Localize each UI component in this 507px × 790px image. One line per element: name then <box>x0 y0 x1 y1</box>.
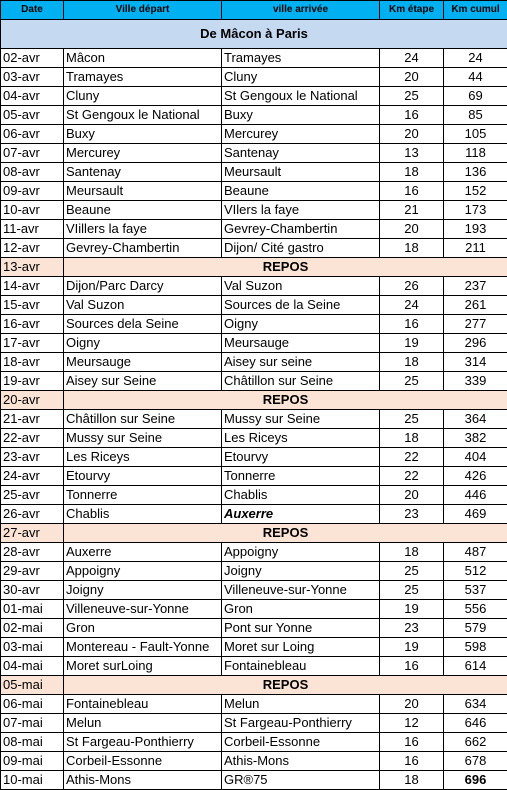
cell-km-cumul[interactable]: 277 <box>444 315 507 334</box>
cell-km-etape[interactable]: 19 <box>380 600 444 619</box>
cell-date[interactable]: 17-avr <box>1 334 64 353</box>
cell-depart[interactable]: Joigny <box>64 581 222 600</box>
cell-km-cumul[interactable]: 446 <box>444 486 507 505</box>
header-arrivee[interactable]: ville arrivée <box>222 1 380 20</box>
cell-date[interactable]: 27-avr <box>1 524 64 543</box>
table-row <box>1 296 507 315</box>
cell-repos[interactable]: REPOS <box>64 258 507 277</box>
table-row <box>1 486 507 505</box>
cell-date[interactable]: 09-avr <box>1 182 64 201</box>
cell-km-cumul[interactable]: 487 <box>444 543 507 562</box>
table-row <box>1 714 507 733</box>
table-row <box>1 220 507 239</box>
table-row <box>1 239 507 258</box>
cell-depart[interactable]: Aisey sur Seine <box>64 372 222 391</box>
table-row <box>1 144 507 163</box>
cell-arrivee[interactable]: Meursault <box>222 163 380 182</box>
cell-km-cumul[interactable]: 696 <box>444 771 507 790</box>
table-row <box>1 49 507 68</box>
cell-date[interactable]: 01-mai <box>1 600 64 619</box>
cell-depart[interactable]: Mâcon <box>64 49 222 68</box>
cell-km-etape[interactable]: 26 <box>380 277 444 296</box>
cell-date[interactable]: 19-avr <box>1 372 64 391</box>
cell-arrivee[interactable]: Moret sur Loing <box>222 638 380 657</box>
cell-depart[interactable]: Athis-Mons <box>64 771 222 790</box>
section-row <box>1 20 507 49</box>
cell-date[interactable]: 08-avr <box>1 163 64 182</box>
cell-depart[interactable]: Les Riceys <box>64 448 222 467</box>
header-date[interactable]: Date <box>1 1 64 20</box>
cell-date[interactable]: 07-mai <box>1 714 64 733</box>
repos-row <box>1 676 507 695</box>
cell-depart[interactable]: St Fargeau-Ponthierry <box>64 733 222 752</box>
cell-km-etape[interactable]: 23 <box>380 505 444 524</box>
cell-depart[interactable]: Montereau - Fault-Yonne <box>64 638 222 657</box>
cell-km-etape[interactable]: 13 <box>380 144 444 163</box>
cell-depart[interactable]: Villeneuve-sur-Yonne <box>64 600 222 619</box>
table-row <box>1 581 507 600</box>
repos-row <box>1 524 507 543</box>
cell-arrivee[interactable]: Auxerre <box>222 505 380 524</box>
cell-depart[interactable]: St Gengoux le National <box>64 106 222 125</box>
cell-depart[interactable]: Meursault <box>64 182 222 201</box>
cell-depart[interactable]: Val Suzon <box>64 296 222 315</box>
cell-km-cumul[interactable]: 211 <box>444 239 507 258</box>
cell-km-cumul[interactable]: 24 <box>444 49 507 68</box>
cell-date[interactable]: 13-avr <box>1 258 64 277</box>
cell-date[interactable]: 15-avr <box>1 296 64 315</box>
header-row <box>1 1 507 20</box>
cell-arrivee[interactable]: St Gengoux le National <box>222 87 380 106</box>
cell-arrivee[interactable]: GR®75 <box>222 771 380 790</box>
cell-date[interactable]: 02-avr <box>1 49 64 68</box>
cell-date[interactable]: 28-avr <box>1 543 64 562</box>
cell-km-cumul[interactable]: 614 <box>444 657 507 676</box>
cell-km-cumul[interactable]: 469 <box>444 505 507 524</box>
cell-km-etape[interactable]: 24 <box>380 296 444 315</box>
cell-km-etape[interactable]: 20 <box>380 486 444 505</box>
table-row <box>1 334 507 353</box>
cell-km-etape[interactable]: 16 <box>380 752 444 771</box>
cell-date[interactable]: 14-avr <box>1 277 64 296</box>
cell-arrivee[interactable]: Mussy sur Seine <box>222 410 380 429</box>
cell-arrivee[interactable]: Gevrey-Chambertin <box>222 220 380 239</box>
table-row <box>1 752 507 771</box>
cell-date[interactable]: 05-avr <box>1 106 64 125</box>
cell-km-cumul[interactable]: 404 <box>444 448 507 467</box>
cell-depart[interactable]: Meursauge <box>64 353 222 372</box>
cell-arrivee[interactable]: Les Riceys <box>222 429 380 448</box>
cell-date[interactable]: 02-mai <box>1 619 64 638</box>
table-row <box>1 87 507 106</box>
cell-arrivee[interactable]: Joigny <box>222 562 380 581</box>
cell-depart[interactable]: Corbeil-Essonne <box>64 752 222 771</box>
cell-depart[interactable]: Sources dela Seine <box>64 315 222 334</box>
table-row <box>1 695 507 714</box>
cell-depart[interactable]: Châtillon sur Seine <box>64 410 222 429</box>
cell-repos[interactable]: REPOS <box>64 391 507 410</box>
cell-km-etape[interactable]: 19 <box>380 638 444 657</box>
cell-km-cumul[interactable]: 598 <box>444 638 507 657</box>
cell-km-cumul[interactable]: 105 <box>444 125 507 144</box>
cell-km-cumul[interactable]: 69 <box>444 87 507 106</box>
repos-row <box>1 391 507 410</box>
cell-date[interactable]: 10-mai <box>1 771 64 790</box>
cell-depart[interactable]: Gron <box>64 619 222 638</box>
cell-km-etape[interactable]: 18 <box>380 543 444 562</box>
cell-date[interactable]: 22-avr <box>1 429 64 448</box>
cell-km-etape[interactable]: 16 <box>380 315 444 334</box>
cell-km-cumul[interactable]: 136 <box>444 163 507 182</box>
cell-date[interactable]: 04-mai <box>1 657 64 676</box>
cell-km-cumul[interactable]: 339 <box>444 372 507 391</box>
cell-arrivee[interactable]: Melun <box>222 695 380 714</box>
cell-depart[interactable]: Buxy <box>64 125 222 144</box>
cell-arrivee[interactable]: Chablis <box>222 486 380 505</box>
cell-date[interactable]: 04-avr <box>1 87 64 106</box>
table-row <box>1 277 507 296</box>
cell-km-etape[interactable]: 18 <box>380 239 444 258</box>
cell-km-cumul[interactable]: 85 <box>444 106 507 125</box>
cell-arrivee[interactable]: Sources de la Seine <box>222 296 380 315</box>
cell-arrivee[interactable]: Athis-Mons <box>222 752 380 771</box>
cell-repos[interactable]: REPOS <box>64 676 507 695</box>
table-row <box>1 125 507 144</box>
cell-date[interactable]: 08-mai <box>1 733 64 752</box>
cell-repos[interactable]: REPOS <box>64 524 507 543</box>
cell-km-cumul[interactable]: 314 <box>444 353 507 372</box>
cell-date[interactable]: 24-avr <box>1 467 64 486</box>
cell-km-cumul[interactable]: 118 <box>444 144 507 163</box>
cell-km-cumul[interactable]: 426 <box>444 467 507 486</box>
cell-depart[interactable]: Cluny <box>64 87 222 106</box>
cell-date[interactable]: 05-mai <box>1 676 64 695</box>
cell-km-etape[interactable]: 25 <box>380 581 444 600</box>
table-row <box>1 619 507 638</box>
cell-km-cumul[interactable]: 556 <box>444 600 507 619</box>
cell-km-etape[interactable]: 18 <box>380 771 444 790</box>
cell-km-etape[interactable]: 20 <box>380 695 444 714</box>
table-body <box>1 20 507 790</box>
table-row <box>1 163 507 182</box>
cell-km-cumul[interactable]: 579 <box>444 619 507 638</box>
cell-date[interactable]: 11-avr <box>1 220 64 239</box>
cell-date[interactable]: 25-avr <box>1 486 64 505</box>
table-row <box>1 543 507 562</box>
table-row <box>1 182 507 201</box>
cell-date[interactable]: 20-avr <box>1 391 64 410</box>
cell-date[interactable]: 09-mai <box>1 752 64 771</box>
cell-arrivee[interactable]: Etourvy <box>222 448 380 467</box>
cell-km-cumul[interactable]: 261 <box>444 296 507 315</box>
cell-depart[interactable]: Oigny <box>64 334 222 353</box>
cell-depart[interactable]: Etourvy <box>64 467 222 486</box>
cell-km-etape[interactable]: 23 <box>380 619 444 638</box>
cell-km-etape[interactable]: 16 <box>380 106 444 125</box>
table-row <box>1 106 507 125</box>
cell-arrivee[interactable]: Appoigny <box>222 543 380 562</box>
cell-date[interactable]: 06-mai <box>1 695 64 714</box>
cell-depart[interactable]: Dijon/Parc Darcy <box>64 277 222 296</box>
repos-row <box>1 258 507 277</box>
section-title[interactable]: De Mâcon à Paris <box>1 20 507 49</box>
table-row <box>1 733 507 752</box>
cell-km-etape[interactable]: 25 <box>380 87 444 106</box>
table-row <box>1 600 507 619</box>
cell-arrivee[interactable]: Beaune <box>222 182 380 201</box>
cell-date[interactable]: 21-avr <box>1 410 64 429</box>
cell-depart[interactable]: Appoigny <box>64 562 222 581</box>
cell-km-cumul[interactable]: 237 <box>444 277 507 296</box>
cell-arrivee[interactable]: Pont sur Yonne <box>222 619 380 638</box>
cell-arrivee[interactable]: Oigny <box>222 315 380 334</box>
table-row <box>1 315 507 334</box>
cell-depart[interactable]: Gevrey-Chambertin <box>64 239 222 258</box>
cell-km-etape[interactable]: 18 <box>380 163 444 182</box>
cell-arrivee[interactable]: Cluny <box>222 68 380 87</box>
cell-km-cumul[interactable]: 364 <box>444 410 507 429</box>
cell-arrivee[interactable]: St Fargeau-Ponthierry <box>222 714 380 733</box>
cell-depart[interactable]: Mussy sur Seine <box>64 429 222 448</box>
cell-arrivee[interactable]: Tramayes <box>222 49 380 68</box>
cell-arrivee[interactable]: Meursauge <box>222 334 380 353</box>
cell-km-etape[interactable]: 16 <box>380 657 444 676</box>
cell-depart[interactable]: Tonnerre <box>64 486 222 505</box>
cell-km-cumul[interactable]: 193 <box>444 220 507 239</box>
cell-date[interactable]: 12-avr <box>1 239 64 258</box>
cell-date[interactable]: 16-avr <box>1 315 64 334</box>
cell-km-cumul[interactable]: 173 <box>444 201 507 220</box>
cell-date[interactable]: 26-avr <box>1 505 64 524</box>
cell-km-etape[interactable]: 25 <box>380 410 444 429</box>
cell-arrivee[interactable]: Val Suzon <box>222 277 380 296</box>
cell-depart[interactable]: Mercurey <box>64 144 222 163</box>
cell-km-etape[interactable]: 18 <box>380 429 444 448</box>
cell-km-cumul[interactable]: 382 <box>444 429 507 448</box>
cell-km-etape[interactable]: 22 <box>380 448 444 467</box>
cell-arrivee[interactable]: VIlers la faye <box>222 201 380 220</box>
cell-arrivee[interactable]: Tonnerre <box>222 467 380 486</box>
table-row <box>1 68 507 87</box>
cell-km-etape[interactable]: 12 <box>380 714 444 733</box>
cell-depart[interactable]: Chablis <box>64 505 222 524</box>
cell-km-cumul[interactable]: 296 <box>444 334 507 353</box>
cell-km-cumul[interactable]: 44 <box>444 68 507 87</box>
cell-km-cumul[interactable]: 646 <box>444 714 507 733</box>
cell-depart[interactable]: Fontainebleau <box>64 695 222 714</box>
table-row <box>1 657 507 676</box>
cell-arrivee[interactable]: Gron <box>222 600 380 619</box>
cell-km-etape[interactable]: 21 <box>380 201 444 220</box>
cell-date[interactable]: 29-avr <box>1 562 64 581</box>
cell-depart[interactable]: Moret surLoing <box>64 657 222 676</box>
cell-arrivee[interactable]: Villeneuve-sur-Yonne <box>222 581 380 600</box>
cell-km-cumul[interactable]: 152 <box>444 182 507 201</box>
cell-arrivee[interactable]: Mercurey <box>222 125 380 144</box>
cell-depart[interactable]: Auxerre <box>64 543 222 562</box>
table-row <box>1 429 507 448</box>
table-row <box>1 201 507 220</box>
cell-date[interactable]: 10-avr <box>1 201 64 220</box>
cell-date[interactable]: 07-avr <box>1 144 64 163</box>
table-row <box>1 562 507 581</box>
table-row <box>1 410 507 429</box>
table-row <box>1 638 507 657</box>
cell-date[interactable]: 18-avr <box>1 353 64 372</box>
header-km-etape[interactable]: Km étape <box>380 1 444 20</box>
header-km-cumul[interactable]: Km cumul <box>444 1 507 20</box>
table-row <box>1 505 507 524</box>
cell-depart[interactable]: Tramayes <box>64 68 222 87</box>
cell-km-cumul[interactable]: 678 <box>444 752 507 771</box>
cell-date[interactable]: 06-avr <box>1 125 64 144</box>
cell-arrivee[interactable]: Buxy <box>222 106 380 125</box>
table-row <box>1 448 507 467</box>
cell-km-etape[interactable]: 22 <box>380 467 444 486</box>
cell-km-cumul[interactable]: 634 <box>444 695 507 714</box>
cell-km-etape[interactable]: 24 <box>380 49 444 68</box>
cell-km-cumul[interactable]: 512 <box>444 562 507 581</box>
table-row <box>1 353 507 372</box>
cell-date[interactable]: 23-avr <box>1 448 64 467</box>
cell-km-etape[interactable]: 20 <box>380 220 444 239</box>
cell-depart[interactable]: Beaune <box>64 201 222 220</box>
header-depart[interactable]: Ville départ <box>64 1 222 20</box>
cell-arrivee[interactable]: Châtillon sur Seine <box>222 372 380 391</box>
cell-km-etape[interactable]: 25 <box>380 562 444 581</box>
cell-km-etape[interactable]: 25 <box>380 372 444 391</box>
cell-arrivee[interactable]: Corbeil-Essonne <box>222 733 380 752</box>
cell-depart[interactable]: Santenay <box>64 163 222 182</box>
cell-km-cumul[interactable]: 662 <box>444 733 507 752</box>
cell-arrivee[interactable]: Fontainebleau <box>222 657 380 676</box>
cell-arrivee[interactable]: Santenay <box>222 144 380 163</box>
cell-arrivee[interactable]: Aisey sur seine <box>222 353 380 372</box>
cell-km-cumul[interactable]: 537 <box>444 581 507 600</box>
table-row <box>1 372 507 391</box>
cell-date[interactable]: 03-avr <box>1 68 64 87</box>
cell-km-etape[interactable]: 18 <box>380 353 444 372</box>
cell-arrivee[interactable]: Dijon/ Cité gastro <box>222 239 380 258</box>
cell-date[interactable]: 30-avr <box>1 581 64 600</box>
cell-km-etape[interactable]: 19 <box>380 334 444 353</box>
cell-date[interactable]: 03-mai <box>1 638 64 657</box>
cell-km-etape[interactable]: 20 <box>380 68 444 87</box>
cell-depart[interactable]: VIillers la faye <box>64 220 222 239</box>
cell-depart[interactable]: Melun <box>64 714 222 733</box>
table-row <box>1 467 507 486</box>
cell-km-etape[interactable]: 16 <box>380 182 444 201</box>
cell-km-etape[interactable]: 16 <box>380 733 444 752</box>
cell-km-etape[interactable]: 20 <box>380 125 444 144</box>
